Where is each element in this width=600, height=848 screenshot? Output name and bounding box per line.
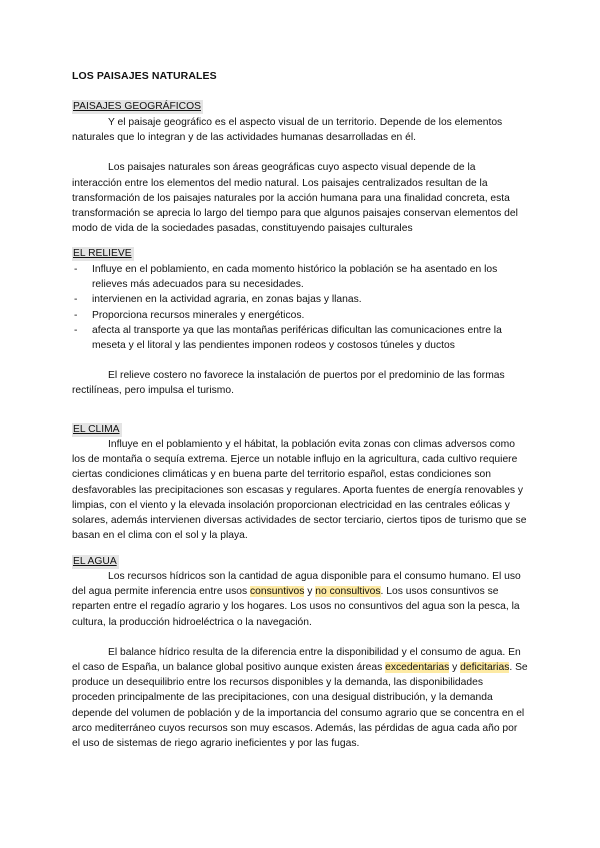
section-heading-relieve: EL RELIEVE: [73, 248, 132, 259]
section-clima: [72, 437, 528, 543]
highlighted-term: deficitarias: [460, 662, 510, 674]
highlighted-term: no consultivos: [315, 586, 381, 598]
section-agua: [72, 569, 528, 751]
paragraph: Influye en el poblamiento y el hábitat, la población evita zonas con climas adversos como los de montaña o sequía extrema. Ejerce un notable influjo en la agricultura, cada cultivo requiere ciertas condiciones climáticas y en buena parte del territorio español, estas condiciones son desfavorables las precipitaciones son escasas y regulares. Aporta fuentes de energía renovables y limpias, con el viento y la elevada insolación proporcionan electricidad en las centrales eólicas y solares, además intervienen diversas actividades de sector terciario, ciertos tipos de turismo que se basan en el clima con el sol y la playa.: [72, 439, 527, 542]
paragraph: Y el paisaje geográfico es el aspecto visual de un territorio. Depende de los elementos naturales que lo integran y de las actividades humanas desarrolladas en él.: [72, 117, 503, 144]
paragraph: [72, 645, 528, 751]
text-run: y: [304, 586, 316, 598]
text-run: El balance hídrico resulta de la diferencia entre la disponibilidad y el consumo de agua. En el caso de España, un balance global positivo aunque existen áreas: [72, 646, 521, 674]
paragraph: [72, 569, 528, 630]
text-run: . Se produce un desequilibrio entre los recursos disponibles y la demanda, las disponibilidades proceden principalmente de las precipitaciones, con una desigual distribución, y la demanda depende del volumen de población y de la importancia del consumo agrario que se concentra en el arco mediterráneo cuyos recursos son muy escasos. Además, las pérdidas de agua cada año por el uso de sistemas de riego agrario ineficientes y por las fugas.: [72, 662, 528, 750]
section-relieve: [72, 262, 528, 399]
paragraph: El relieve costero no favorece la instalación de puertos por el predominio de las formas rectilíneas, pero impulsa el turismo.: [72, 370, 505, 397]
section-heading-paisajes-geograficos: PAISAJES GEOGRÁFICOS: [73, 101, 201, 112]
highlighted-term: excedentarias: [385, 662, 450, 674]
list-item: - intervienen en la actividad agraria, en zonas bajas y llanas.: [72, 292, 528, 307]
text-run: Los recursos hídricos son la cantidad de agua disponible para el consumo humano. El uso del agua permite inferencia entre usos: [72, 571, 521, 598]
list-item: - Influye en el poblamiento, en cada momento histórico la población se ha asentado en los relieves más adecuados para su necesidades.: [72, 262, 528, 292]
list-item: - afecta al transporte ya que las montañas periféricas dificultan las comunicaciones entre la meseta y el litoral y las pendientes imponen rodeos y costosos túneles y ductos: [72, 323, 528, 353]
text-run: . Los usos consuntivos se reparten entre el regadío agrario y los hogares. Los usos no consuntivos del agua son la pesca, la cultura, la producción hidroeléctrica o la navegación.: [72, 586, 520, 628]
highlighted-term: consuntivos: [250, 586, 305, 598]
page-title: LOS PAISAJES NATURALES: [72, 70, 217, 82]
section-heading-clima: EL CLIMA: [73, 424, 120, 435]
text-run: y: [449, 662, 461, 674]
paragraph: Los paisajes naturales son áreas geográficas cuyo aspecto visual depende de la interacción entre los elementos del medio natural. Los paisajes centralizados resultan de la transformación de los paisajes naturales por la acción humana para una finalidad concreta, esta transformación se aprecia lo largo del tiempo para que algunos paisajes conservan elementos del modo de vida de la sociedades pasadas, constituyendo paisajes culturales: [72, 162, 518, 235]
section-paisajes-geograficos: [72, 115, 528, 236]
section-heading-agua: EL AGUA: [73, 556, 117, 567]
relieve-list: [72, 262, 528, 353]
list-item: - Proporciona recursos minerales y energéticos.: [72, 308, 528, 323]
